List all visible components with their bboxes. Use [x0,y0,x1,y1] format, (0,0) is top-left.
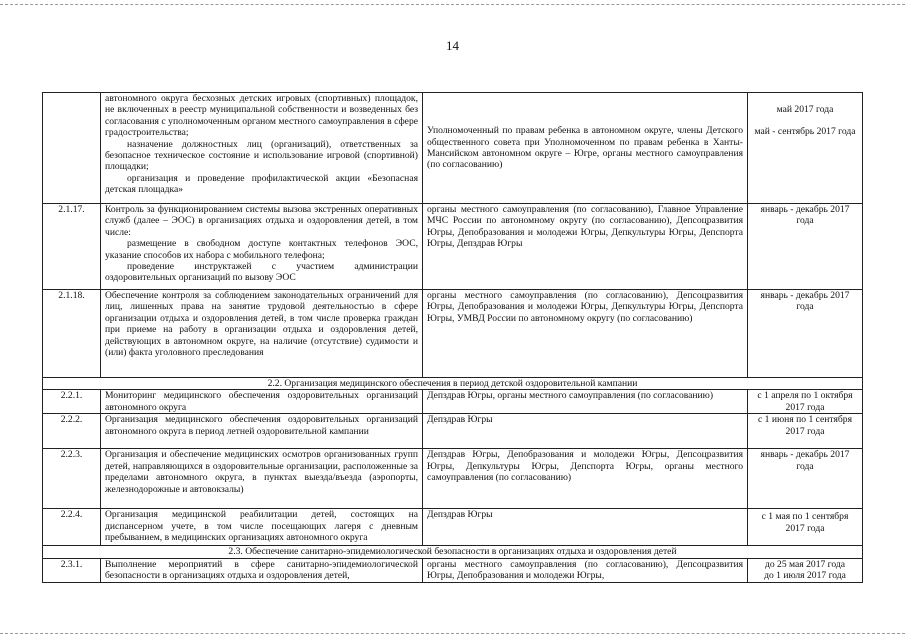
page-number: 14 [446,38,459,53]
responsible-executors: органы местного самоуправления (по согласованию), Главное Управление МЧС России по автономному округу (по согласованию), Депсоцразвития Югры, Депобразования и молодежи Югры, Депкультуры Югры, Депспорта Югры, Депздрав Югры [423,204,748,290]
table-row [43,204,863,290]
measure-description: Контроль за функционированием системы вызова экстренных оперативных служб (далее – ЭОС) в организациях отдыха и оздоровления детей, в том числе: размещение в свободном доступе контактных телефонов ЭОС, указание способов их набора с мобильного телефона; проведение инструктажей с участием администрации оздоровительных организаций по вызову ЭОС [101,204,423,290]
deadline: январь - декабрь 2017 года [748,449,863,509]
table-row [43,449,863,509]
row-number: 2.1.18. [43,290,101,378]
deadline: с 1 апреля по 1 октября 2017 года [748,390,863,414]
row-number: 2.3.1. [43,558,101,582]
measure-description: Обеспечение контроля за соблюдением законодательных ограничений для лиц, лишенных права на занятие трудовой деятельностью в сфере организации отдыха и оздоровления детей, в том числе проверка граждан при приеме на работу в организации отдыха и оздоровления детей, действующих в автономном округе, на наличие (отсутствие) судимости и (или) факта уголовного преследования [101,290,423,378]
responsible-executors: Депздрав Югры, органы местного самоуправления (по согласованию) [423,390,748,414]
responsible-executors: Уполномоченный по правам ребенка в автономном округе, члены Детского общественного совета при Уполномоченном по правам ребенка в Ханты-Мансийском автономном округе – Югре, органы местного самоуправления (по согласованию) [423,93,748,204]
table-row [43,93,863,204]
measure-description: Организация медицинской реабилитации детей, состоящих на диспансерном учете, в том числе посещающих лагеря с дневным пребыванием, в медицинских организациях автономного округа [101,509,423,546]
row-number [43,93,101,204]
row-number: 2.2.3. [43,449,101,509]
measure-description: автономного округа бесхозных детских игровых (спортивных) площадок, не включенных в реестр муниципальной собственности и возведенных без согласования с уполномоченным органом местного самоуправления в сфере градостроительства; назначение должностных лиц (организаций), ответственных за безопасное техническое состояние и использование игровой (спортивной) площадки; организация и проведение профилактической акции «Безопасная детская площадка» [101,93,423,204]
row-number: 2.2.1. [43,390,101,414]
section-header-row [43,546,863,558]
table-row [43,390,863,414]
row-number: 2.2.4. [43,509,101,546]
deadline: с 1 июня по 1 сентября 2017 года [748,414,863,449]
scan-edge-top [0,4,905,5]
deadline: до 25 мая 2017 года до 1 июля 2017 года [748,558,863,582]
responsible-executors: Депздрав Югры [423,414,748,449]
row-number: 2.1.17. [43,204,101,290]
measure-description: Выполнение мероприятий в сфере санитарно-эпидемиологической безопасности в организациях отдыха и оздоровления детей, [101,558,423,582]
deadline: январь - декабрь 2017 года [748,290,863,378]
section-header-row [43,378,863,390]
section-title: 2.2. Организация медицинского обеспечения в период детской оздоровительной кампании [43,378,863,390]
measure-description: Организация и обеспечение медицинских осмотров организованных групп детей, направляющихся в оздоровительные организации, расположенные за пределами автономного округа, в пунктах выезда/въезда (аэропорты, железнодорожные и автовокзалы) [101,449,423,509]
deadline: январь - декабрь 2017 года [748,204,863,290]
table-row [43,509,863,546]
section-title: 2.3. Обеспечение санитарно-эпидемиологической безопасности в организациях отдыха и оздоровления детей [43,546,863,558]
table-row [43,414,863,449]
plan-table [42,92,863,583]
responsible-executors: органы местного самоуправления (по согласованию), Депсоцразвития Югры, Депобразования и молодежи Югры, [423,558,748,582]
table-row [43,290,863,378]
responsible-executors: Депздрав Югры [423,509,748,546]
row-number: 2.2.2. [43,414,101,449]
responsible-executors: Депздрав Югры, Депобразования и молодежи Югры, Депсоцразвития Югры, Депкультуры Югры, Депспорта Югры, органы местного самоуправления (по согласованию) [423,449,748,509]
measure-description: Организация медицинского обеспечения оздоровительных организаций автономного округа в период летней оздоровительной кампании [101,414,423,449]
deadline: май 2017 года май - сентябрь 2017 года [748,93,863,204]
measure-description: Мониторинг медицинского обеспечения оздоровительных организаций автономного округа [101,390,423,414]
responsible-executors: органы местного самоуправления (по согласованию), Депсоцразвития Югры, Депобразования и молодежи Югры, Депкультуры Югры, Депспорта Югры, УМВД России по автономному округу (по согласованию) [423,290,748,378]
deadline: с 1 мая по 1 сентября 2017 года [748,509,863,546]
scan-edge-bottom [0,633,905,634]
table-row [43,558,863,582]
